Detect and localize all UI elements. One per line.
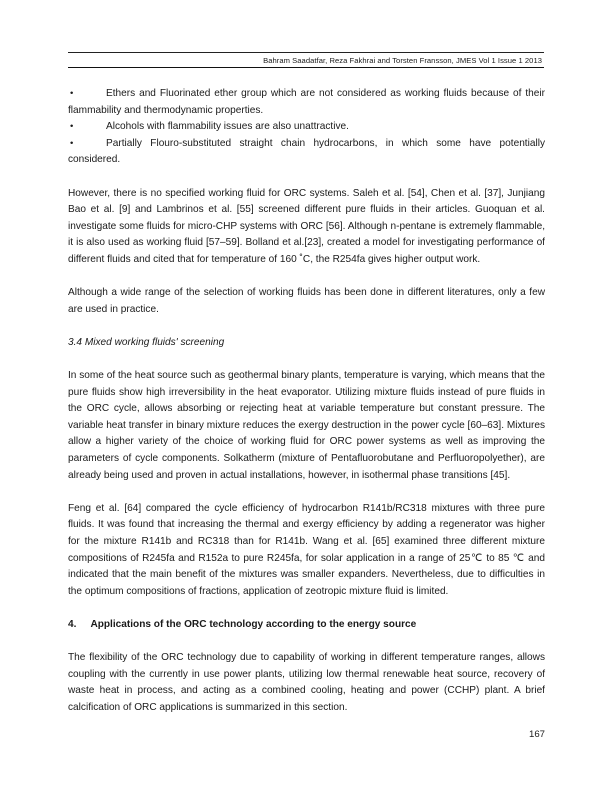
paragraph-mixture-fluids: In some of the heat source such as geothermal binary plants, temperature is varying, which means that the pure fluids show high irreversibility in the heat evaporator. Utilizing mixture fluids instead of pure fluids in the ORC cycle, allows absorbing or rejecting heat at variable temperature but constant pressure. The variable heat transfer in binary mixture reduces the exergy destruction in the power cycle [60–63]. Mixtures allow a higher variety of the choice of working fluid for ORC power systems as well as improving the parameters of cycle components. Solkatherm (mixture of Pentafluorobutane and Perfluoropolyether), are already being used and proven in actual installations, however, in isothermal phase transitions [45]. [68, 370, 545, 481]
list-item [68, 86, 545, 119]
running-header [68, 52, 544, 68]
header-citation-text: Bahram Saadatfar, Reza Fakhrai and Torsten Fransson, JMES Vol 1 Issue 1 2013 [263, 55, 542, 65]
paragraph-orc-working-fluid: However, there is no specified working fluid for ORC systems. Saleh et al. [54], Chen et al. [37], Junjiang Bao et al. [9] and Lambrinos et al. [55] screened different pure fluids in their articles. Guoquan et al. investigate some fluids for micro-CHP systems with ORC [56]. Although n-pentane is extremely flammable, it is also used as working fluid [57–59]. Bolland et al.[23], created a model for investigating performance of different fluids and cited that for temperature of 160 ˚C, the R254fa gives higher output work. [68, 187, 545, 265]
bullet-icon: • [70, 88, 74, 99]
page-number: 167 [528, 729, 545, 740]
paragraph-orc-applications: The flexibility of the ORC technology due to capability of working in different temperature ranges, allows coupling with the currently in use power plants, utilizing low thermal renewable heat source, recovery of waste heat in process, and acting as a combined cooling, heating and power (CCHP) plant. A brief calcification of ORC applications is summarized in this section. [68, 652, 545, 713]
bullet-icon: • [70, 121, 74, 133]
spacer [68, 169, 545, 186]
paragraph-feng-wang: Feng et al. [64] compared the cycle efficiency of hydrocarbon R141b/RC318 mixtures with three pure fluids. It was found that increasing the thermal and exergy efficiency by adding a regenerator was higher for the mixture R141b and RC318 than for R141b. Wang et al. [65] examined three different mixture compositions of R245fa and R152a to pure R245fa, for solar application in a range of 25℃ to 85 ℃ and indicated that the main benefit of the mixtures was smaller expanders. Nevertheless, due to difficulties in the optimum compositions of fractions, application of zeotropic mixture fluid is limited. [68, 502, 545, 597]
spacer [68, 634, 545, 651]
paragraph-selection-practice: Although a wide range of the selection of working fluids has been done in different literatures, only a few are used in practice. [68, 287, 545, 315]
spacer [68, 269, 545, 286]
list-item-text: Partially Flouro-substituted straight chain hydrocarbons, in which some have potentially considered. [68, 137, 545, 166]
page-body [68, 86, 545, 717]
spacer [68, 352, 545, 369]
bullet-list [68, 86, 545, 169]
list-item [68, 136, 545, 169]
spacer [68, 484, 545, 501]
spacer [68, 318, 545, 335]
spacer [68, 600, 545, 617]
heading-section-4: 4. Applications of the ORC technology according to the energy source [68, 619, 417, 630]
bullet-icon: • [70, 137, 74, 149]
list-item-text: Alcohols with flammability issues are also unattractive. [106, 121, 349, 133]
heading-3-4: 3.4 Mixed working fluids' screening [68, 336, 225, 348]
header-rule-bottom [68, 67, 544, 68]
list-item-text: Ethers and Fluorinated ether group which are not considered as working fluids because of their flammability and thermodynamic properties. [68, 88, 545, 116]
list-item [68, 119, 545, 136]
